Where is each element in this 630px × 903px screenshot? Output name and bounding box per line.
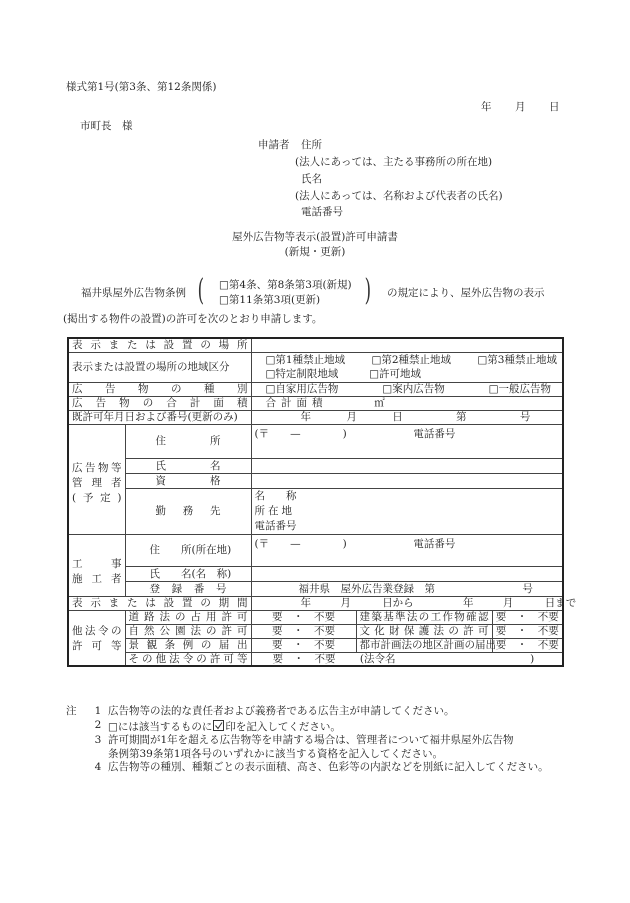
period-end-day: 日まで: [544, 597, 577, 609]
zone-option-2[interactable]: □第2種禁止地域: [371, 354, 452, 366]
area-label: 広告物の合計面積: [68, 396, 251, 410]
other-law-row: [68, 638, 563, 652]
checked-box-icon: [213, 720, 224, 731]
contractor-address-field[interactable]: [251, 534, 563, 566]
workplace-name-label: 名 称: [254, 489, 297, 502]
prior-number-suffix: 号: [519, 411, 531, 423]
zone-label: 表示または設置の場所の地域区分: [68, 352, 251, 382]
area-field[interactable]: [251, 396, 563, 410]
contractor-name-field[interactable]: [251, 566, 563, 581]
period-row: [68, 596, 563, 610]
applicant-name-label: 氏名: [301, 173, 322, 185]
left-bracket: (: [197, 273, 205, 308]
other-law-field[interactable]: [251, 652, 563, 666]
form-title: 屋外広告物等表示(設置)許可申請書: [232, 231, 398, 243]
manager-address-row: [68, 424, 563, 458]
applicant-address-note: (法人にあっては、主たる事務所の所在地): [295, 156, 493, 168]
period-start-year: 年: [300, 597, 311, 609]
period-field[interactable]: [251, 596, 577, 610]
date-year-label: 年: [481, 101, 492, 113]
manager-name-row: [68, 458, 563, 473]
form-subtitle: (新規・更新): [284, 246, 346, 258]
park-law-label: 自然公園法の許可: [125, 624, 251, 638]
road-law-value[interactable]: 要 ・ 不要: [251, 610, 356, 624]
landscape-ordinance-label: 景観条例の届出: [125, 638, 251, 652]
contractor-group-label: 工事 施工者: [68, 534, 125, 596]
option-new[interactable]: □第4条、第8条第3項(新規): [219, 279, 352, 291]
contractor-postal: (〒 — ): [254, 537, 347, 550]
prior-permit-label: 既許可年月日および番号(更新のみ): [68, 410, 251, 424]
note-text: 広告物等の種別、種類ごとの表示面積、高さ、色彩等の内訳などを別紙に記入してください。: [108, 761, 549, 773]
area-row: [68, 396, 563, 410]
cultural-law-label: 文化財保護法の許可: [356, 624, 492, 638]
note-number: 2: [94, 718, 102, 731]
note-text: 許可期間が1年を超える広告物等を申請する場合は、管理者について福井県屋外広告物 条例第39条第1項各号のいずれかに該当する資格を記入してください。: [108, 734, 514, 760]
note-number: 3: [94, 734, 102, 746]
note-item: [66, 734, 549, 761]
contractor-name-label: 氏 名(名 称): [125, 566, 251, 581]
city-planning-law-label: 都市計画法の地区計画の届出: [356, 638, 492, 652]
other-law-row: [68, 610, 563, 624]
prior-permit-row: [68, 410, 563, 424]
workplace-phone-label: 電話番号: [254, 519, 297, 532]
location-row: [68, 338, 563, 352]
contractor-phone-label: 電話番号: [413, 537, 456, 550]
law-name-suffix: ): [530, 652, 535, 665]
applicant-phone-label: 電話番号: [301, 206, 343, 218]
city-planning-law-value[interactable]: 要 ・ 不要: [492, 638, 563, 652]
manager-workplace-field[interactable]: [251, 488, 563, 534]
note-item: [66, 719, 549, 735]
building-law-value[interactable]: 要 ・ 不要: [492, 610, 563, 624]
note-item: [66, 705, 549, 719]
note-item: [66, 761, 549, 775]
location-value[interactable]: [251, 338, 563, 352]
manager-name-field[interactable]: [251, 458, 563, 473]
road-law-label: 道路法の占用許可: [125, 610, 251, 624]
prior-permit-field[interactable]: [251, 410, 563, 424]
note-text: □には該当するものに 印を記入してください。: [108, 720, 341, 733]
notes-section: [66, 705, 549, 775]
applicant-label: 申請者: [258, 139, 290, 151]
type-option-general[interactable]: □一般広告物: [488, 383, 551, 395]
manager-workplace-row: [68, 488, 563, 534]
prior-day: 日: [392, 411, 403, 423]
type-option-private[interactable]: □自家用広告物: [265, 383, 339, 395]
contractor-registration-field[interactable]: [251, 581, 563, 596]
type-label: 広告物の種別: [68, 382, 251, 396]
cultural-law-value[interactable]: 要 ・ 不要: [492, 624, 563, 638]
note-number: 4: [94, 761, 102, 773]
note-number: 1: [94, 705, 102, 717]
manager-phone-label: 電話番号: [413, 427, 456, 440]
intro-text-line2: (掲出する物件の設置)の許可を次のとおり申請します。: [63, 313, 323, 325]
building-law-label: 建築基準法の工作物確認: [356, 610, 492, 624]
contractor-registration-label: 登録番号: [125, 581, 251, 596]
period-start-day: 日から: [382, 597, 414, 609]
other-law-row: [68, 652, 563, 666]
zone-option-5[interactable]: □許可地域: [369, 368, 422, 380]
park-law-value[interactable]: 要 ・ 不要: [251, 624, 356, 638]
other-law-value[interactable]: 要 ・ 不要: [272, 652, 336, 665]
registration-prefix: 福井県 屋外広告業登録 第: [298, 582, 435, 595]
applicant-address-label: 住所: [301, 139, 322, 151]
manager-address-field[interactable]: [251, 424, 563, 458]
type-row: [68, 382, 563, 396]
zone-option-1[interactable]: □第1種禁止地域: [265, 354, 346, 366]
registration-suffix: 号: [522, 582, 533, 595]
contractor-name-row: [68, 566, 563, 581]
manager-address-label: 住所: [125, 424, 251, 458]
ordinance-name: 福井県屋外広告物条例: [81, 287, 186, 299]
other-law-row: [68, 624, 563, 638]
area-unit: ㎡: [374, 397, 385, 409]
option-renewal[interactable]: □第11条第3項(更新): [219, 294, 321, 306]
law-name-prefix: (法令名: [359, 652, 396, 665]
contractor-address-label: 住 所(所在地): [125, 534, 251, 566]
area-prefix: 合計面積: [265, 397, 328, 409]
contractor-registration-row: [68, 581, 563, 596]
prior-number-prefix: 第: [456, 411, 467, 423]
notes-label: 注: [66, 705, 77, 717]
workplace-location-label: 所在地: [254, 504, 295, 517]
other-law-label: その他法令の許可等: [125, 652, 251, 666]
intro-text: の規定により、屋外広告物の表示: [387, 287, 545, 299]
manager-postal: (〒 — ): [254, 427, 347, 440]
application-table: [67, 337, 577, 667]
contractor-address-row: [68, 534, 563, 566]
period-end-year: 年: [463, 597, 474, 609]
zone-option-3[interactable]: □第3種禁止地域: [477, 354, 557, 366]
manager-name-label: 氏名: [125, 458, 251, 473]
right-bracket: ): [364, 273, 372, 308]
period-label: 表示または設置の期間: [68, 596, 251, 610]
date-month-label: 月: [515, 101, 526, 113]
manager-qualification-label: 資格: [125, 473, 251, 488]
manager-workplace-label: 勤務先: [125, 488, 251, 534]
landscape-ordinance-value[interactable]: 要 ・ 不要: [251, 638, 356, 652]
other-laws-group-label: 他法令の 許可等: [68, 610, 125, 666]
prior-month: 月: [346, 411, 357, 423]
note-text: 広告物等の法的な責任者および義務者である広告主が申請してください。: [108, 705, 455, 717]
form-number: 様式第1号(第3条、第12条関係): [66, 81, 217, 93]
applicant-name-note: (法人にあっては、名称および代表者の氏名): [295, 190, 503, 202]
manager-qualification-field[interactable]: [251, 473, 563, 488]
type-option-guide[interactable]: □案内広告物: [382, 383, 445, 395]
location-label: 表示または設置の場所: [68, 338, 251, 352]
manager-group-label: 広告物等 管理者 (予定): [68, 424, 125, 534]
period-start-month: 月: [340, 597, 351, 609]
addressee: 市町長 様: [80, 120, 133, 132]
zone-option-4[interactable]: □特定制限地域: [265, 368, 339, 380]
manager-qualification-row: [68, 473, 563, 488]
date-day-label: 日: [549, 101, 560, 113]
period-end-month: 月: [502, 597, 514, 609]
zone-row: [68, 352, 563, 382]
prior-year: 年: [300, 411, 311, 423]
